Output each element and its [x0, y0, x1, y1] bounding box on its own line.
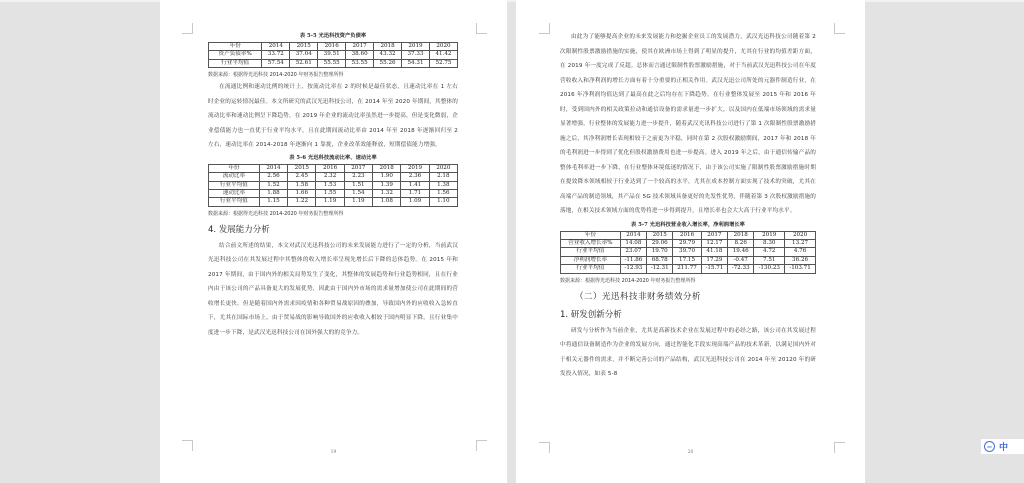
table-caption: 表 5-6 光迅科技流动比率、速动比率 — [289, 154, 377, 161]
table-5-7 — [560, 231, 816, 274]
table-5-5 — [208, 42, 458, 68]
table-source-note: 数据来源：根据得光迅科技 2014-2020 年财务报告整理所得 — [560, 277, 696, 284]
page-number: 19 — [330, 450, 337, 455]
table-row: 净利润增长率 -11.86 68.78 17.15 17.29 -0.47 7.51 36.26 — [561, 256, 816, 264]
language-toggle[interactable]: 中 — [999, 443, 1009, 453]
page-number: 20 — [687, 450, 694, 455]
table-row: 资产负债率% 33.72 37.04 39.51 38.60 43.32 37.33 41.42 — [209, 51, 458, 59]
table-row: 行业平均值 23.07 19.70 39.70 41.18 19.46 4.72 4.76 — [561, 248, 816, 256]
margin-mark — [476, 23, 487, 34]
page-content — [208, 32, 458, 340]
ime-logo-icon[interactable]: IME — [984, 441, 995, 452]
document-page-19 — [160, 0, 507, 483]
table-header-row: 年份 2014 2015 2016 2017 2018 2019 2020 — [561, 231, 816, 239]
margin-mark — [539, 23, 550, 34]
table-row: 流动比率 2.56 2.45 2.32 2.23 1.90 2.36 2.18 — [209, 173, 458, 181]
table-caption: 表 5-5 光迅科技资产负债率 — [299, 33, 367, 39]
document-page-20 — [516, 0, 865, 483]
table-row: 营业收入增长率% 14.08 29.06 29.79 12.17 8.26 8.30 13.27 — [561, 239, 816, 247]
margin-mark — [834, 23, 845, 34]
paragraph: 在流通比例和速动比例的统计上，按流动比率在 2 的时候是最佳状态，且速动比率在 1 左右时企业的运转情况最佳。本文所研究的武汉光迅科技公司，在 2014 年至 2020 年期间，其整体的流动比率和速动比例呈下降趋势，在 2019 年企业的流动比率虽然进一步提高，但是变化微弱，企业偿债能力也一直优于行业平均水平。且在此期间流动比率由 2014 年至 2018 年逐渐回归至 2 左右，速动比率在 2014-2018 年逐渐向 1 靠拢，企业改革效能释放，短期偿债能力增强。 — [208, 84, 458, 149]
table-header-row: 年份 2014 2015 2016 2017 2018 2019 2020 — [209, 43, 458, 51]
table-source-note: 数据来源：根据得光迅科技 2014-2020 年财务报告整理所得 — [208, 72, 344, 79]
table-header-row: 年份 2014 2015 2016 2017 2018 2019 2020 — [209, 164, 458, 172]
table-row: 行业平均值 -12.93 -12.31 211.77 -15.71 -72.33 -130.23 -103.71 — [561, 265, 816, 273]
page-content — [560, 30, 816, 382]
top-edge — [0, 0, 1024, 2]
table-row: 速动比率 1.88 1.66 1.55 1.54 1.32 1.71 1.56 — [209, 189, 458, 197]
table-caption: 表 5-7 光迅科技营业收入增长率，净利润增长率 — [631, 221, 745, 228]
paragraph: 由此为了能够提高企业的未来发展能力和挖掘企业员工的发展潜力，武汉光迅科技公司随着第 2 次限制性股票激励措施的实施，使其在欧洲市场上得到了明显的提升，尤其在行业的均值差距方面，在 2019 年一度完成了反超。总体而言通过限制性股票激励措施，对于当前武汉光迅科技公司在年度营收收入和净利润的增长方面有着十分重要的正相关作用。武汉光迅公司所处的元器件制造行业，在 2016 年净利润均值达到了最高在此之后均存在下降趋势。在行业整体发展至 2015 年和 2016 年时，受到国内外的相关政策拉动和通信设备的需求量进一步扩大，以及国内在低端市场领域的需求量显著增强，行业整体的发展能力进一步提升，随着武汉光讯科技公司进行了第 1 次限制性股票激励措施之后，其净利润增长表现相较于之前更为平稳，同时在第 2 次股权激励期间，2017 年和 2018 年的毛利润进一步得到了优化但股权激励费用也进一步提高。进入 2019 年之后，由于通信传输产品的整体毛利率进一步下降，在行业整体环境低迷的情况下，由于该公司实施了限制性股票激励措施时期在提效降本领域相较于行业达到了一个较高的水平，尤其在成本控制方面实现了技术的突破，尤其在高端产品的制造领域，其产品在 5G 技术领域具备更好的先发性优势，伴随着第 3 次股权激励措施的落地，在相关技术领域方面的优势将进一步得到提升，且增长率也会大大高于行业平均水平。 — [560, 34, 816, 214]
subsection-heading: 1. 研发创新分析 — [560, 309, 622, 320]
section-heading: （二）光迅科技非财务绩效分析 — [575, 291, 702, 302]
paragraph: 研发与分析作为当前企业，尤其是高新技术企业在发展过程中的必经之路，该公司在其发展过程中将通信设备制造作为企业的发展方向，通过智能化手段实现高端产品的技术革新，以满足国内外对于相关元器件的需求，并不断完善公司的产品结构，武汉光迅科技公司在 2014 年至 20120 年的研发投入情况，如表 5-8 — [560, 327, 816, 378]
table-row: 行业平均值 57.54 52.61 55.55 53.55 55.26 54.31 52.75 — [209, 59, 458, 67]
margin-mark — [182, 23, 193, 34]
table-row: 行业平均值 1.52 1.58 1.53 1.51 1.39 1.41 1.38 — [209, 181, 458, 189]
section-heading: 4. 发展能力分析 — [208, 224, 270, 235]
table-row: 行业平均值 1.15 1.22 1.19 1.19 1.08 1.09 1.10 — [209, 198, 458, 206]
paragraph: 结合前文所述的结果，本文对武汉光迅科技公司的未来发展能力进行了一定的分析，当前武汉光迅科技公司在其发展过程中其整体的收入增长率呈现先增长后下降的总体趋势。在 2015 年和 2017 年期间，由于国内外的相关局势发生了变化，其整体的发展趋势和行业趋势相同，且在行业内由于该公司的产品具备更大的发展优势，因此由于国内外市场的需求量增加使公司在此期间的营收增长更快。但是随着国内外需求因疫情和各种贸易战原因的叠加，导致国内外的应收收入急转直下，尤其在国际市场上，由于贸易战的影响导致国外的应收收入相较于国内明显下降，且行业集中度进一步下降，是武汉光迅科技公司在国外强大的的竞争力。 — [208, 242, 458, 336]
table-source-note: 数据来源：根据得光迅科技 2014-2020 年财务报告整理所得 — [208, 210, 344, 217]
table-5-6 — [208, 164, 458, 207]
ime-floating-toolbar[interactable] — [981, 439, 1024, 454]
